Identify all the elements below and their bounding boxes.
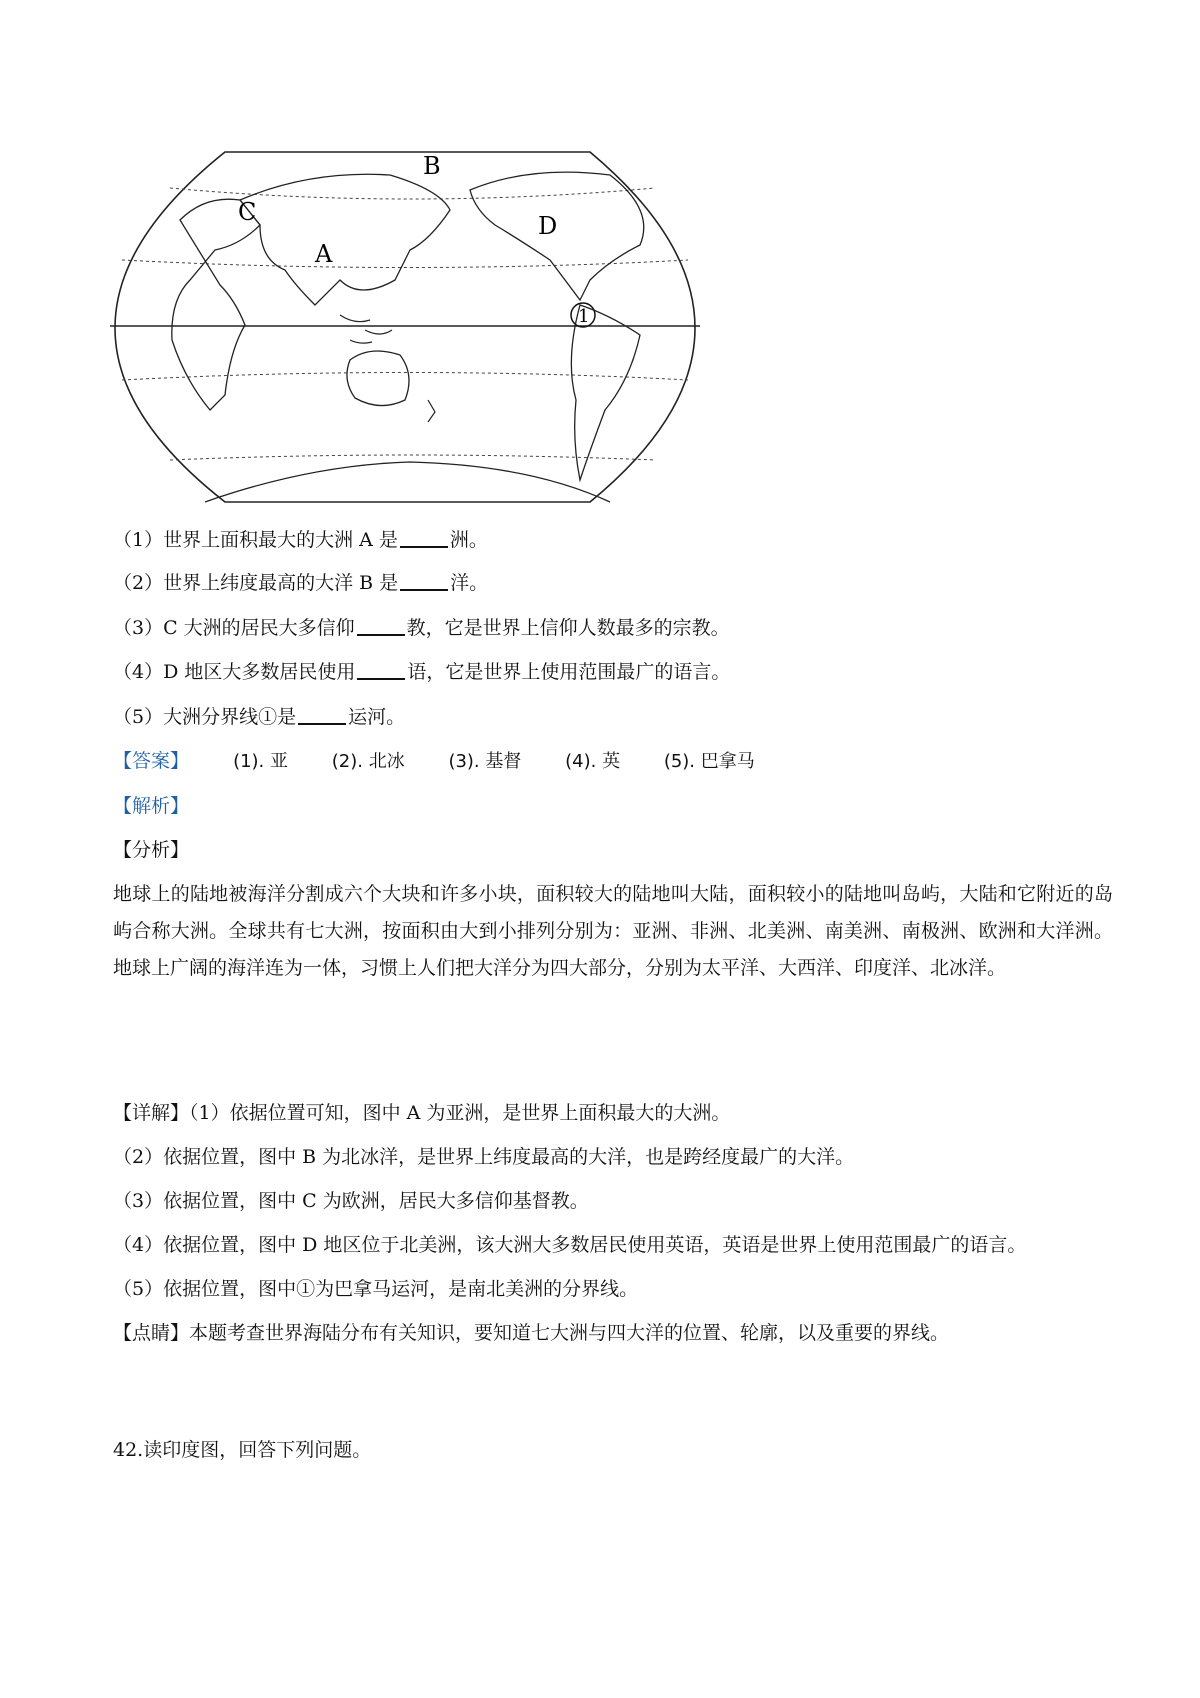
answer-item: (1). 亚 xyxy=(233,751,289,772)
map-label-c: C xyxy=(238,198,257,226)
question-5: （5）大洲分界线①是 运河。 xyxy=(113,706,406,728)
answer-item: (2). 北冰 xyxy=(331,751,405,772)
answer-item: (5). 巴拿马 xyxy=(663,751,755,772)
antarctica-landmass xyxy=(205,462,610,502)
world-map-figure xyxy=(110,150,700,505)
fenxi-tag: 【分析】 xyxy=(113,839,190,861)
dianjing-line: 【点睛】本题考查世界海陆分布有关知识，要知道七大洲与四大洋的位置、轮廓，以及重要的界线。 xyxy=(113,1322,950,1344)
map-label-b: B xyxy=(423,152,441,180)
tropic-capricorn-line xyxy=(122,373,688,381)
antarctic-circle-line xyxy=(170,455,655,460)
detail-line-4: （4）依据位置，图中 D 地区位于北美洲，该大洲大多数居民使用英语，英语是世界上使用范围最广的语言。 xyxy=(113,1234,1027,1256)
map-label-d: D xyxy=(538,212,558,240)
jiexi-tag: 【解析】 xyxy=(113,795,190,817)
fenxi-paragraph: 地球上的陆地被海洋分割成六个大块和许多小块，面积较大的陆地叫大陆，面积较小的陆地叫岛屿，大陆和它附近的岛屿合称大洲。全球共有七大洲，按面积由大到小排列分别为：亚洲、非洲、北美洲、南美洲、南极洲、欧洲和大洋洲。地球上广阔的海洋连为一体，习惯上人们把大洋分为四大部分，分别为太平洋、大西洋、印度洋、北冰洋。 xyxy=(113,883,1113,979)
next-question: 42.读印度图，回答下列问题。 xyxy=(113,1439,372,1461)
asia-landmass xyxy=(240,174,450,305)
answer-item: (3). 基督 xyxy=(448,751,522,772)
detail-line-3: （3）依据位置，图中 C 为欧洲，居民大多信仰基督教。 xyxy=(113,1190,589,1212)
se-asia-islands xyxy=(340,315,392,343)
answer-blank xyxy=(357,616,405,636)
question-1: （1）世界上面积最大的大洲 A 是 洲。 xyxy=(113,529,488,551)
question-4: （4）D 地区大多数居民使用 语，它是世界上使用范围最广的语言。 xyxy=(113,661,731,683)
question-2: （2）世界上纬度最高的大洋 B 是 洋。 xyxy=(113,572,489,594)
answer-tag: 【答案】 xyxy=(113,750,190,772)
answer-blank xyxy=(357,660,405,680)
question-3: （3）C 大洲的居民大多信仰 教，它是世界上信仰人数最多的宗教。 xyxy=(113,617,730,639)
answer-blank xyxy=(298,705,346,725)
new-zealand xyxy=(428,400,435,422)
map-label-a: A xyxy=(315,240,333,268)
europe-africa-landmass xyxy=(172,199,260,410)
answer-blank xyxy=(400,528,448,548)
detail-line-5: （5）依据位置，图中①为巴拿马运河，是南北美洲的分界线。 xyxy=(113,1278,639,1300)
south-america-landmass xyxy=(571,305,640,480)
australia-landmass xyxy=(347,351,409,406)
map-label-circle-number: 1 xyxy=(578,306,590,327)
answer-blank xyxy=(400,571,448,591)
answer-item: (4). 英 xyxy=(565,751,621,772)
detail-line-2: （2）依据位置，图中 B 为北冰洋，是世界上纬度最高的大洋，也是跨经度最广的大洋。 xyxy=(113,1146,855,1168)
detail-line-1: 【详解】（1）依据位置可知，图中 A 为亚洲，是世界上面积最大的大洲。 xyxy=(113,1102,731,1124)
answer-line xyxy=(113,748,793,775)
